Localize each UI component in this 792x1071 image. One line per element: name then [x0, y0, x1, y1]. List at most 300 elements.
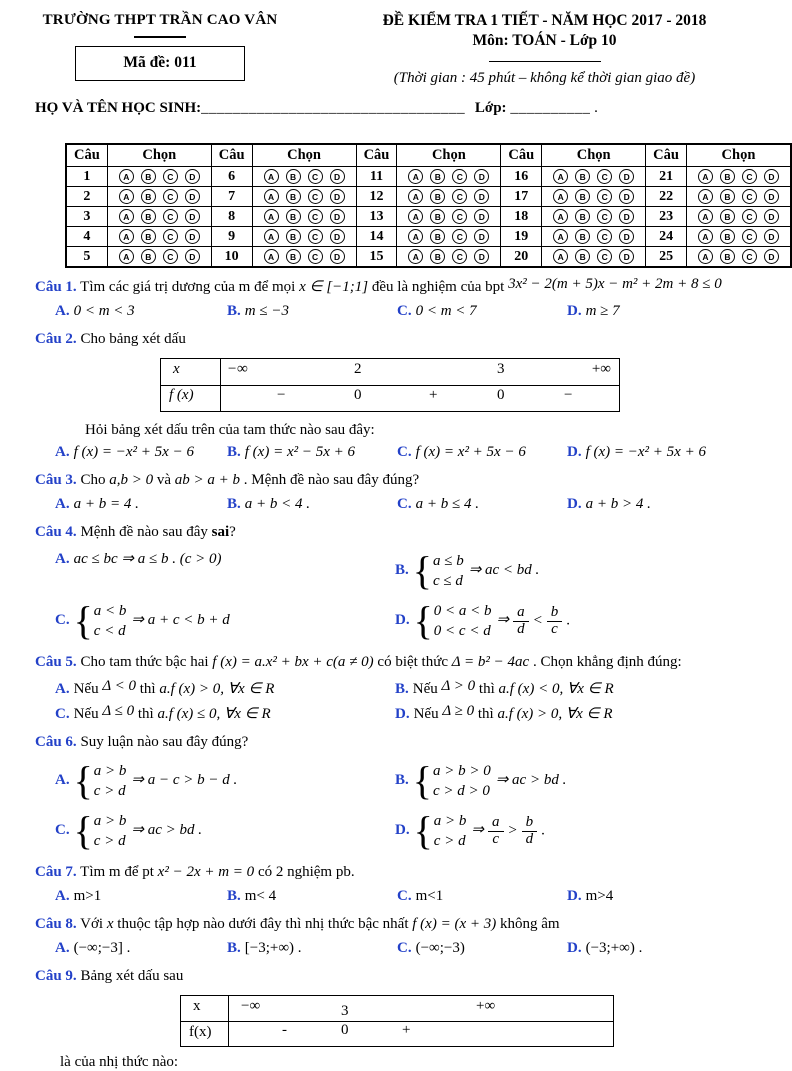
sign-table-q2-cell: +	[429, 387, 438, 403]
option-3b[interactable]: B. a + b < 4 .	[227, 496, 311, 512]
question-1-inequality: 3x² − 2(m + 5)x − m² + 2m + 8 ≤ 0	[508, 276, 722, 292]
sign-table-q9-cell: +	[402, 1022, 411, 1038]
answer-bubbles	[107, 167, 211, 187]
option-5a[interactable]: A. Nếu Δ < 0 thì a.f (x) > 0, ∀x ∈ R	[55, 678, 275, 697]
answer-bubbles	[397, 247, 501, 268]
option-4c[interactable]: C. { a < b c < d ⇒ a + c < b + d	[55, 598, 230, 643]
question-number: 25	[646, 247, 687, 268]
grid-header-chon: Chọn	[542, 144, 646, 167]
answer-bubble-b[interactable]: B	[430, 229, 445, 244]
question-9	[35, 966, 766, 987]
system-brace: { a ≤ b c ≤ d	[412, 548, 464, 593]
answer-bubble-d[interactable]: D	[474, 249, 489, 264]
question-5-math1: f (x) = a.x² + bx + c(a ≠ 0)	[212, 654, 374, 670]
answer-bubble-c[interactable]: C	[597, 169, 612, 184]
question-number: 2	[66, 187, 107, 207]
option-5b[interactable]: B. Nếu Δ > 0 thì a.f (x) < 0, ∀x ∈ R	[395, 678, 614, 697]
answer-bubble-a[interactable]: A	[698, 249, 713, 264]
answer-bubble-c[interactable]: C	[308, 229, 323, 244]
answer-bubbles	[107, 187, 211, 207]
answer-bubble-d[interactable]: D	[185, 209, 200, 224]
sign-table-q2-var: x	[173, 361, 180, 377]
option-5d[interactable]: D. Nếu Δ ≥ 0 thì a.f (x) > 0, ∀x ∈ R	[395, 703, 613, 722]
class-field[interactable]: __________	[510, 100, 591, 116]
answer-bubble-c[interactable]: C	[308, 169, 323, 184]
questions-area	[0, 277, 792, 1071]
question-9-text: Bảng xét dấu sau	[80, 968, 184, 984]
answer-bubbles	[686, 167, 791, 187]
question-4-options-row1	[35, 549, 766, 593]
system-brace: { a > b c > d	[73, 808, 127, 853]
answer-bubble-c[interactable]: C	[163, 169, 178, 184]
answer-bubble-d[interactable]: D	[330, 209, 345, 224]
sign-table-q9-func: f(x)	[189, 1024, 212, 1040]
option-1b[interactable]: B. m ≤ −3	[227, 303, 289, 319]
answer-bubble-c[interactable]: C	[452, 229, 467, 244]
question-8-function: f (x) = (x + 3)	[412, 916, 497, 932]
curly-brace: {	[412, 548, 432, 593]
option-2c[interactable]: C. f (x) = x² + 5x − 6	[397, 444, 526, 460]
option-4b[interactable]: B. { a ≤ b c ≤ d ⇒ ac < bd .	[395, 548, 540, 593]
question-5-options-row2	[35, 704, 766, 723]
answer-bubble-b[interactable]: B	[141, 209, 156, 224]
option-5c[interactable]: C. Nếu Δ ≤ 0 thì a.f (x) ≤ 0, ∀x ∈ R	[55, 703, 271, 722]
sign-table-q2-row-divider	[161, 385, 619, 386]
question-4-text2: ?	[229, 524, 236, 540]
answer-bubble-b[interactable]: B	[141, 229, 156, 244]
exam-code: Mã đề: 011	[123, 54, 197, 71]
answer-bubble-d[interactable]: D	[185, 249, 200, 264]
fraction: $\frac{b}{c}$	[547, 605, 563, 638]
option-7c[interactable]: C. m<1	[397, 888, 444, 904]
question-number: 11	[356, 167, 397, 187]
answer-bubble-c[interactable]: C	[163, 189, 178, 204]
curly-brace: {	[413, 808, 433, 853]
header-right	[325, 12, 764, 87]
option-6d[interactable]: D. { a > b c > d ⇒ $\frac{a}{c}$ > $\frac{b}{d}$ .	[395, 808, 545, 853]
answer-bubble-c[interactable]: C	[452, 209, 467, 224]
option-7d[interactable]: D. m>4	[567, 888, 614, 904]
answer-bubble-a[interactable]: A	[264, 249, 279, 264]
answer-bubbles	[542, 227, 646, 247]
answer-bubble-c[interactable]: C	[597, 229, 612, 244]
option-2a[interactable]: A. f (x) = −x² + 5x − 6	[55, 444, 194, 460]
question-5-math2: Δ = b² − 4ac	[451, 654, 530, 670]
question-number: 14	[356, 227, 397, 247]
grid-header-cau: Câu	[646, 144, 687, 167]
answer-bubble-b[interactable]: B	[575, 249, 590, 264]
question-number: 13	[356, 207, 397, 227]
answer-bubble-b[interactable]: B	[141, 169, 156, 184]
option-7b[interactable]: B. m< 4	[227, 888, 277, 904]
answer-bubble-d[interactable]: D	[474, 169, 489, 184]
sign-table-q2-func: f (x)	[169, 387, 194, 403]
answer-bubble-b[interactable]: B	[286, 189, 301, 204]
answer-bubble-b[interactable]: B	[286, 209, 301, 224]
question-2	[35, 329, 766, 350]
question-8-text3: không âm	[499, 916, 560, 932]
system-brace: { a > b c > d	[413, 808, 467, 853]
answer-bubbles	[107, 247, 211, 268]
answer-bubble-c[interactable]: C	[452, 249, 467, 264]
grid-header-chon: Chọn	[252, 144, 356, 167]
sign-table-q2-cell: −	[277, 387, 286, 403]
answer-bubble-d[interactable]: D	[764, 189, 779, 204]
system-brace: { a > b > 0 c > d > 0	[412, 758, 491, 803]
answer-bubble-a[interactable]: A	[408, 229, 423, 244]
answer-bubble-d[interactable]: D	[619, 189, 634, 204]
question-1-text: Tìm các giá trị dương của m để mọi	[80, 279, 296, 295]
question-1-options	[35, 303, 766, 320]
sign-table-q2	[160, 358, 620, 412]
sign-table-q9-cell: +∞	[476, 998, 496, 1014]
answer-bubble-b[interactable]: B	[720, 249, 735, 264]
answer-bubble-d[interactable]: D	[619, 209, 634, 224]
question-7-equation: x² − 2x + m = 0	[157, 864, 255, 880]
grid-header-cau: Câu	[356, 144, 397, 167]
question-7-options	[35, 888, 766, 905]
answer-bubble-a[interactable]: A	[553, 209, 568, 224]
sign-table-q2-cell: 0	[497, 387, 505, 403]
answer-bubbles	[252, 187, 356, 207]
option-3a[interactable]: A. a + b = 4 .	[55, 496, 139, 512]
question-8-label: Câu 8.	[35, 916, 77, 932]
option-4a[interactable]: A. ac ≤ bc ⇒ a ≤ b . (c > 0)	[55, 551, 222, 567]
system-brace: { a < b c < d	[73, 598, 127, 643]
option-6b[interactable]: B. { a > b > 0 c > d > 0 ⇒ ac > bd .	[395, 758, 567, 803]
exam-code-box	[75, 46, 245, 81]
system-brace: { 0 < a < b 0 < c < d	[413, 598, 492, 643]
question-number: 5	[66, 247, 107, 268]
header-left	[35, 12, 285, 87]
answer-bubble-a[interactable]: A	[408, 249, 423, 264]
question-7-text2: có 2 nghiệm pb.	[257, 864, 355, 880]
grid-header-chon: Chọn	[686, 144, 791, 167]
sign-table-q2-cell: 3	[497, 361, 505, 377]
answer-bubble-a[interactable]: A	[119, 189, 134, 204]
question-6-label: Câu 6.	[35, 734, 77, 750]
question-number: 6	[211, 167, 252, 187]
question-6	[35, 732, 766, 753]
answer-bubble-b[interactable]: B	[430, 169, 445, 184]
answer-bubble-a[interactable]: A	[264, 169, 279, 184]
answer-bubble-a[interactable]: A	[698, 209, 713, 224]
answer-bubbles	[397, 167, 501, 187]
question-4-bold-word: sai	[211, 524, 230, 540]
question-9-label: Câu 9.	[35, 968, 77, 984]
answer-bubble-a[interactable]: A	[408, 189, 423, 204]
question-number: 19	[501, 227, 542, 247]
option-8b[interactable]: B. [−3;+∞) .	[227, 940, 302, 956]
answer-bubble-d[interactable]: D	[764, 229, 779, 244]
sign-table-q2-cell: 0	[354, 387, 362, 403]
sign-table-q9-var: x	[193, 998, 201, 1014]
question-5-text: Cho tam thức bậc hai	[80, 654, 209, 670]
question-8	[35, 914, 766, 935]
question-number: 4	[66, 227, 107, 247]
question-number: 7	[211, 187, 252, 207]
answer-bubble-d[interactable]: D	[474, 189, 489, 204]
fraction: $\frac{a}{c}$	[488, 815, 504, 848]
answer-bubble-c[interactable]: C	[742, 229, 757, 244]
time-note: (Thời gian : 45 phút – không kể thời gian giao đề)	[393, 70, 696, 86]
question-number: 16	[501, 167, 542, 187]
answer-bubble-a[interactable]: A	[119, 209, 134, 224]
answer-bubble-b[interactable]: B	[286, 249, 301, 264]
subject-line: Môn: TOÁN - Lớp 10	[472, 32, 617, 49]
question-6-options-row2	[35, 809, 766, 853]
answer-bubble-a[interactable]: A	[264, 229, 279, 244]
curly-brace: {	[73, 758, 93, 803]
answer-bubble-b[interactable]: B	[430, 189, 445, 204]
question-1-math-domain: x ∈ [−1;1]	[299, 279, 369, 295]
answer-bubble-a[interactable]: A	[553, 189, 568, 204]
question-number: 21	[646, 167, 687, 187]
question-number: 22	[646, 187, 687, 207]
answer-bubble-d[interactable]: D	[619, 169, 634, 184]
question-2-subtext: Hỏi bảng xét dấu trên của tam thức nào sau đây:	[85, 422, 375, 438]
question-8-var: x	[106, 916, 114, 932]
answer-bubble-b[interactable]: B	[720, 209, 735, 224]
question-3-text: Cho	[80, 472, 106, 488]
answer-bubble-b[interactable]: B	[575, 189, 590, 204]
answer-bubbles	[107, 207, 211, 227]
grid-header-chon: Chọn	[107, 144, 211, 167]
student-name-label: HỌ VÀ TÊN HỌC SINH:	[35, 100, 202, 116]
sign-table-q9-cell: 0	[341, 1022, 349, 1038]
sign-table-q9-cell: -	[282, 1022, 287, 1038]
option-1c[interactable]: C. 0 < m < 7	[397, 303, 477, 319]
question-3-text3: . Mệnh đề nào sau đây đúng?	[243, 472, 420, 488]
curly-brace: {	[73, 808, 93, 853]
answer-bubble-d[interactable]: D	[474, 229, 489, 244]
option-2d[interactable]: D. f (x) = −x² + 5x + 6	[567, 444, 706, 460]
answer-bubble-d[interactable]: D	[764, 169, 779, 184]
answer-bubble-a[interactable]: A	[119, 169, 134, 184]
question-8-text2: thuộc tập hợp nào dưới đây thì nhị thức bậc nhất	[117, 916, 409, 932]
answer-bubble-c[interactable]: C	[163, 249, 178, 264]
answer-bubbles	[686, 207, 791, 227]
student-name-field[interactable]: _________________________________	[201, 100, 466, 116]
question-6-options-row1	[35, 759, 766, 803]
sign-table-q9	[180, 995, 614, 1047]
answer-bubbles	[252, 247, 356, 268]
answer-bubble-d[interactable]: D	[185, 189, 200, 204]
answer-bubble-a[interactable]: A	[553, 169, 568, 184]
question-number: 23	[646, 207, 687, 227]
question-5-label: Câu 5.	[35, 654, 77, 670]
answer-bubble-a[interactable]: A	[408, 209, 423, 224]
grid-header-cau: Câu	[211, 144, 252, 167]
answer-bubble-b[interactable]: B	[430, 249, 445, 264]
sign-table-q9-cell: 3	[341, 1003, 349, 1019]
question-number: 10	[211, 247, 252, 268]
question-number: 9	[211, 227, 252, 247]
exam-title: ĐỀ KIỂM TRA 1 TIẾT - NĂM HỌC 2017 - 2018	[382, 12, 707, 29]
answer-bubble-a[interactable]: A	[119, 229, 134, 244]
answer-bubble-a[interactable]: A	[408, 169, 423, 184]
grid-header-chon: Chọn	[397, 144, 501, 167]
answer-bubble-c[interactable]: C	[452, 189, 467, 204]
question-5-text3: . Chọn khẳng định đúng:	[532, 654, 682, 670]
answer-bubbles	[542, 187, 646, 207]
answer-bubble-a[interactable]: A	[119, 249, 134, 264]
question-1-label: Câu 1.	[35, 279, 77, 295]
question-3-label: Câu 3.	[35, 472, 77, 488]
school-divider-line	[134, 36, 186, 38]
question-1-text2: đều là nghiệm của bpt	[371, 279, 505, 295]
question-number: 12	[356, 187, 397, 207]
answer-grid	[65, 143, 792, 268]
question-3-options	[35, 496, 766, 513]
answer-bubble-a[interactable]: A	[553, 229, 568, 244]
answer-bubble-a[interactable]: A	[698, 169, 713, 184]
option-8c[interactable]: C. (−∞;−3)	[397, 940, 465, 956]
answer-bubbles	[686, 187, 791, 207]
question-number: 17	[501, 187, 542, 207]
question-number: 3	[66, 207, 107, 227]
answer-bubble-b[interactable]: B	[720, 189, 735, 204]
answer-bubble-a[interactable]: A	[698, 189, 713, 204]
question-number: 15	[356, 247, 397, 268]
sign-table-q2-cell: 2	[354, 361, 362, 377]
sign-table-q2-cell: +∞	[591, 361, 611, 377]
option-4d[interactable]: D. { 0 < a < b 0 < c < d ⇒ $\frac{a}{d}$ < $\frac{b}{c}$ .	[395, 598, 570, 643]
answer-bubble-d[interactable]: D	[330, 229, 345, 244]
option-6c[interactable]: C. { a > b c > d ⇒ ac > bd .	[55, 808, 203, 853]
answer-bubble-b[interactable]: B	[286, 169, 301, 184]
question-number: 20	[501, 247, 542, 268]
question-3-math2: ab > a + b	[174, 472, 240, 488]
answer-bubble-c[interactable]: C	[742, 249, 757, 264]
answer-bubble-c[interactable]: C	[597, 249, 612, 264]
answer-bubble-d[interactable]: D	[619, 229, 634, 244]
question-number: 8	[211, 207, 252, 227]
answer-bubble-b[interactable]: B	[141, 189, 156, 204]
option-1d[interactable]: D. m ≥ 7	[567, 303, 620, 319]
answer-bubble-c[interactable]: C	[308, 189, 323, 204]
question-2-text: Cho bảng xét dấu	[80, 331, 186, 347]
question-5-options-row1	[35, 679, 766, 698]
question-7-label: Câu 7.	[35, 864, 77, 880]
answer-bubble-a[interactable]: A	[553, 249, 568, 264]
option-3d[interactable]: D. a + b > 4 .	[567, 496, 651, 512]
answer-bubble-d[interactable]: D	[330, 189, 345, 204]
question-2-label: Câu 2.	[35, 331, 77, 347]
answer-bubble-a[interactable]: A	[264, 209, 279, 224]
question-4-text: Mệnh đề nào sau đây	[80, 524, 208, 540]
question-5-text2: có biệt thức	[377, 654, 449, 670]
sign-table-q9-cell: −∞	[241, 998, 261, 1014]
answer-bubbles	[542, 167, 646, 187]
answer-bubble-d[interactable]: D	[619, 249, 634, 264]
answer-bubble-a[interactable]: A	[698, 229, 713, 244]
class-label: Lớp:	[474, 100, 507, 116]
sign-table-q2-cell: −∞	[227, 361, 248, 377]
answer-bubble-d[interactable]: D	[185, 169, 200, 184]
answer-bubbles	[252, 207, 356, 227]
answer-bubble-c[interactable]: C	[742, 209, 757, 224]
answer-bubble-c[interactable]: C	[742, 189, 757, 204]
answer-bubble-b[interactable]: B	[575, 229, 590, 244]
curly-brace: {	[412, 758, 432, 803]
school-name: TRƯỜNG THPT TRẦN CAO VÂN	[42, 12, 278, 28]
trailing-dot: .	[590, 100, 598, 116]
answer-bubbles	[397, 227, 501, 247]
answer-bubbles	[686, 247, 791, 268]
answer-bubble-b[interactable]: B	[720, 229, 735, 244]
question-8-options	[35, 940, 766, 957]
answer-bubbles	[542, 207, 646, 227]
fraction: $\frac{a}{d}$	[513, 605, 529, 638]
option-3c[interactable]: C. a + b ≤ 4 .	[397, 496, 479, 512]
answer-bubble-c[interactable]: C	[163, 209, 178, 224]
option-7a[interactable]: A. m>1	[55, 888, 102, 904]
answer-bubble-c[interactable]: C	[597, 189, 612, 204]
grid-header-cau: Câu	[66, 144, 107, 167]
answer-bubble-d[interactable]: D	[474, 209, 489, 224]
fraction: $\frac{b}{d}$	[522, 815, 538, 848]
answer-bubble-c[interactable]: C	[452, 169, 467, 184]
question-1	[35, 277, 766, 298]
answer-bubbles	[542, 247, 646, 268]
question-7	[35, 862, 766, 883]
question-3-text2: và	[156, 472, 171, 488]
answer-bubble-c[interactable]: C	[597, 209, 612, 224]
answer-bubble-d[interactable]: D	[330, 169, 345, 184]
curly-brace: {	[413, 598, 433, 643]
answer-bubble-c[interactable]: C	[742, 169, 757, 184]
question-4-options-row2	[35, 599, 766, 643]
option-1a[interactable]: A. 0 < m < 3	[55, 303, 135, 319]
subject-divider-line	[489, 61, 601, 62]
answer-bubble-c[interactable]: C	[163, 229, 178, 244]
answer-bubble-b[interactable]: B	[141, 249, 156, 264]
exam-header	[0, 0, 792, 87]
student-info-row	[35, 100, 792, 117]
answer-bubbles	[686, 227, 791, 247]
question-2-options	[35, 444, 766, 461]
question-9-tail: là của nhị thức nào:	[60, 1054, 179, 1070]
question-6-text: Suy luận nào sau đây đúng?	[80, 734, 249, 750]
question-number: 18	[501, 207, 542, 227]
answer-bubble-d[interactable]: D	[185, 229, 200, 244]
answer-bubble-b[interactable]: B	[575, 169, 590, 184]
answer-bubble-b[interactable]: B	[430, 209, 445, 224]
answer-bubbles	[397, 207, 501, 227]
curly-brace: {	[73, 598, 93, 643]
answer-bubble-b[interactable]: B	[720, 169, 735, 184]
question-number: 1	[66, 167, 107, 187]
answer-bubble-d[interactable]: D	[764, 249, 779, 264]
answer-bubble-c[interactable]: C	[308, 209, 323, 224]
sign-table-q2-cell: −	[564, 387, 573, 403]
answer-bubble-b[interactable]: B	[286, 229, 301, 244]
answer-bubble-d[interactable]: D	[330, 249, 345, 264]
option-2b[interactable]: B. f (x) = x² − 5x + 6	[227, 444, 356, 460]
answer-bubble-d[interactable]: D	[764, 209, 779, 224]
answer-bubble-a[interactable]: A	[264, 189, 279, 204]
answer-bubbles	[397, 187, 501, 207]
question-8-text: Với	[80, 916, 104, 932]
question-3	[35, 470, 766, 491]
option-8a[interactable]: A. (−∞;−3] .	[55, 940, 131, 956]
answer-bubbles	[252, 227, 356, 247]
answer-bubble-c[interactable]: C	[308, 249, 323, 264]
option-6a[interactable]: A. { a > b c > d ⇒ a − c > b − d .	[55, 758, 238, 803]
option-8d[interactable]: D. (−3;+∞) .	[567, 940, 643, 956]
answer-bubble-b[interactable]: B	[575, 209, 590, 224]
